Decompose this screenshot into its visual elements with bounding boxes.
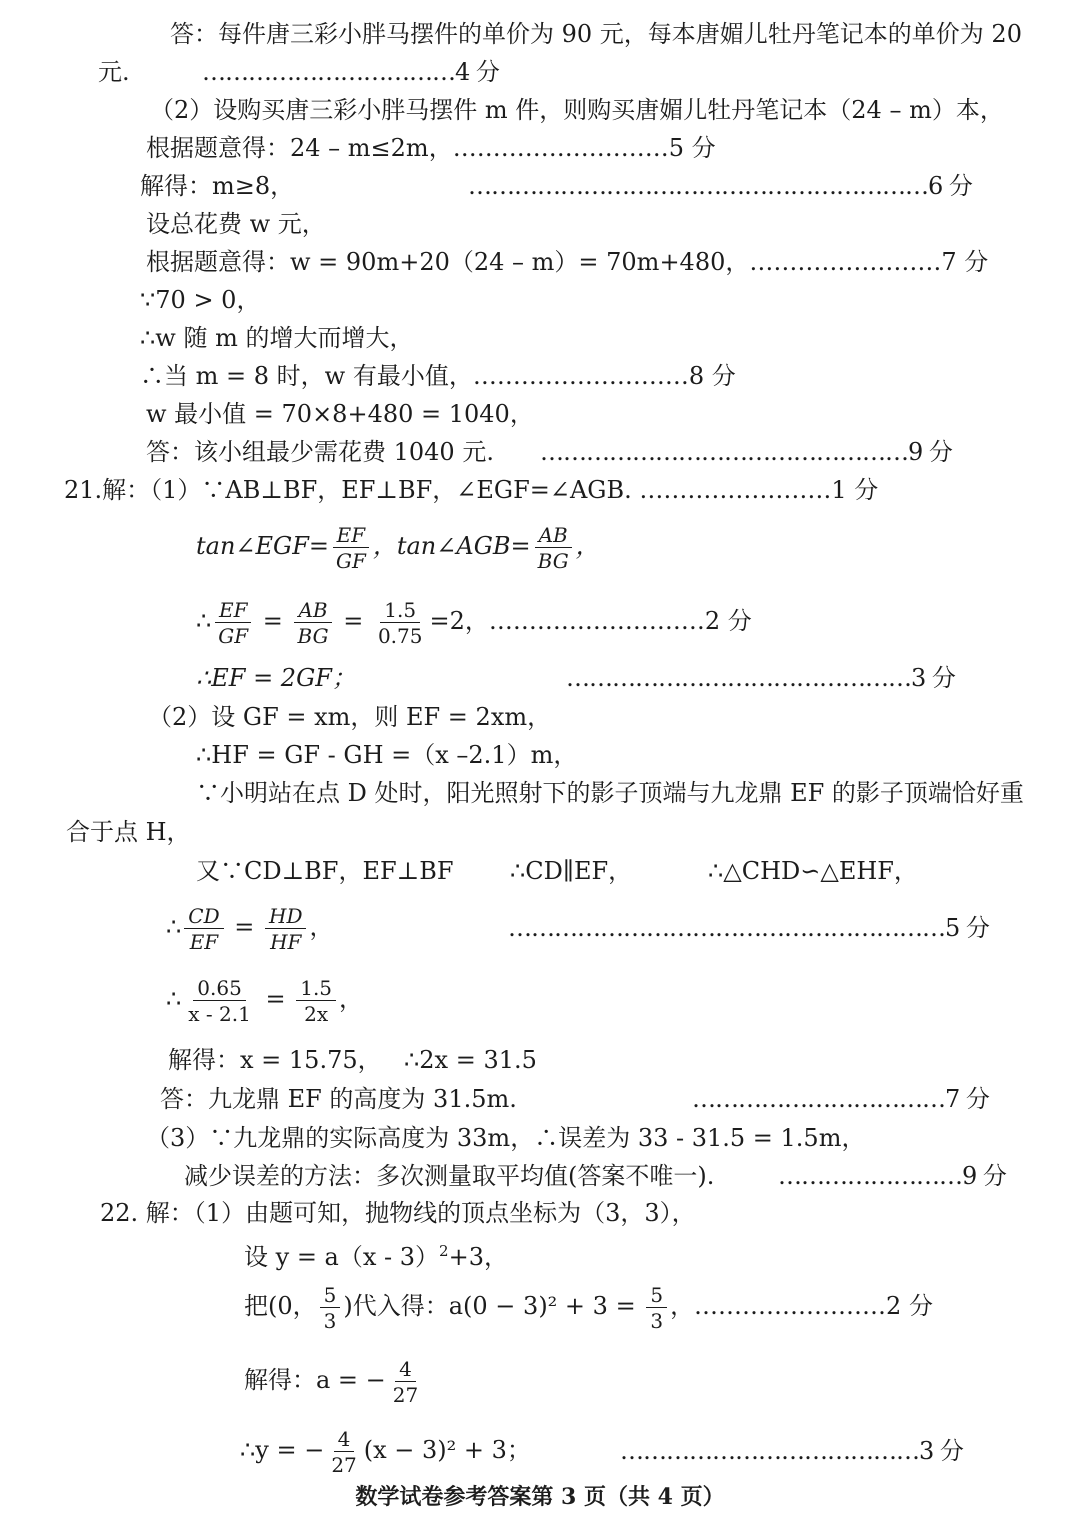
text-line: 解得：m≥8，	[140, 172, 295, 200]
question-21-heading: 21.解：（1）∵AB⊥BF，EF⊥BF，∠EGF=∠AGB. ……………………1 分	[64, 476, 879, 504]
score-line: ……………………9 分	[778, 1162, 1006, 1190]
text-line: w 最小值 = 70×8+480 = 1040，	[146, 400, 534, 428]
ratio-line: ∴ $\frac{EF}{GF}$ = $\frac{AB}{BG}$ = $\frac{1.5}{0.75}$ =2，………………………2 分	[196, 597, 752, 648]
text-line: 合于点 H，	[66, 818, 191, 846]
score-line: …………………………………………………5 分	[508, 914, 989, 942]
answer-line: 答：每件唐三彩小胖马摆件的单价为 90 元，每本唐媚儿牡丹笔记本的单价为 20	[170, 20, 1022, 48]
text-line: ∴CD∥EF，	[510, 857, 633, 885]
text-line: 根据题意得：24 – m≤2m，………………………5 分	[146, 134, 716, 162]
text-line: （2）设 GF = xm，则 EF = 2xm，	[148, 703, 552, 731]
score-line: ……………………………4 分	[202, 58, 499, 86]
text-line: ∴△CHD∽△EHF，	[708, 857, 918, 885]
similar-ratio-line: ∴ $\frac{CD}{EF}$ = $\frac{HD}{HF}$ ，	[166, 903, 334, 954]
page-footer: 数学试卷参考答案第 3 页（共 4 页）	[355, 1484, 725, 1510]
text-line: ∵小明站在点 D 处时，阳光照射下的影子顶端与九龙鼎 EF 的影子顶端恰好重	[196, 779, 1024, 807]
text-line: 根据题意得：w = 90m+20（24 – m）= 70m+480，……………………7 分	[146, 248, 989, 276]
text-line: 解得：x = 15.75，	[168, 1046, 382, 1074]
substitution-line: 把(0， $\frac{5}{3}$ )代入得：a(0 − 3)² + 3 = $\frac{5}{3}$ ，……………………2 分	[244, 1282, 933, 1333]
parabola-equation-line: ∴y = − $\frac{4}{27}$ (x − 3)² + 3；	[240, 1426, 531, 1477]
solution-line: 解得：a = − $\frac{4}{27}$	[244, 1356, 419, 1407]
text-line: 答：该小组最少需花费 1040 元.	[146, 438, 494, 466]
text-line: ∴当 m = 8 时，w 有最小值，………………………8 分	[140, 362, 736, 390]
text-line: ∴w 随 m 的增大而增大，	[140, 324, 414, 352]
text-line: 又∵CD⊥BF，EF⊥BF	[196, 857, 454, 885]
text-line: ∴2x = 31.5	[404, 1046, 537, 1074]
text-line: 答：九龙鼎 EF 的高度为 31.5m.	[160, 1085, 517, 1113]
text-line: ∵70 > 0，	[140, 286, 261, 314]
text-line: 元.	[98, 58, 130, 86]
score-line: ………………………………………3 分	[566, 664, 955, 692]
text-line: 设总花费 w 元，	[146, 210, 326, 238]
score-line: ……………………………………………………6 分	[468, 172, 972, 200]
text-line: ∴EF = 2GF；	[196, 664, 356, 692]
score-line: …………………………………………9 分	[540, 438, 952, 466]
score-line: ……………………………7 分	[692, 1085, 989, 1113]
equation-line: ∴ $\frac{0.65}{x - 2.1}$ = $\frac{1.5}{2x}$ ，	[166, 975, 364, 1026]
tan-formula-line: tan∠EGF= $\frac{EF}{GF}$ ，tan∠AGB= $\frac{AB}{BG}$ ，	[196, 522, 600, 573]
text-line: ∴HF = GF - GH =（x –2.1）m，	[196, 741, 578, 769]
score-line: …………………………………3 分	[620, 1437, 963, 1465]
text-line: （3）∵九龙鼎的实际高度为 33m，∴误差为 33 - 31.5 = 1.5m，	[146, 1124, 866, 1152]
text-line: 减少误差的方法：多次测量取平均值(答案不唯一).	[184, 1162, 715, 1190]
text-line: 设 y = a（x - 3）$^2$+3，	[244, 1242, 508, 1271]
text-line: （2）设购买唐三彩小胖马摆件 m 件，则购买唐媚儿牡丹笔记本（24 – m）本，	[150, 96, 1004, 124]
question-22-heading: 22. 解：（1）由题可知，抛物线的顶点坐标为（3，3），	[100, 1199, 696, 1227]
